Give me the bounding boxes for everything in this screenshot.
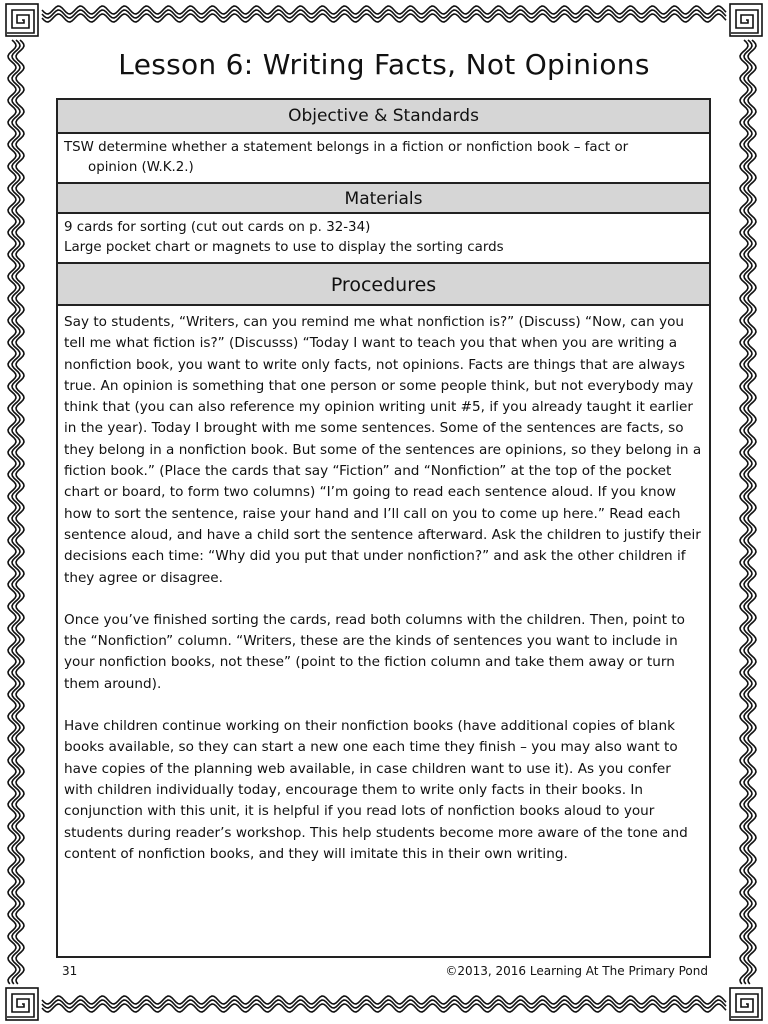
page-title: Lesson 6: Writing Facts, Not Opinions: [118, 48, 650, 81]
objective-text-line2: opinion (W.K.2.): [88, 160, 194, 175]
objective-text-line1: TSW determine whether a statement belongs in a fiction or nonfiction book – fact or: [64, 140, 629, 155]
procedures-header: Procedures: [58, 262, 709, 306]
page-number: 31: [62, 964, 78, 978]
objective-body: [58, 134, 709, 182]
procedures-paragraph: Have children continue working on their nonfiction books (have additional copies of blank books available, so they can start a new one each time they finish – you may also want to have copies of the planning web available, in case children want to use it). As you confer with children individually today, encourage them to write only facts in their books. In conjunction with this unit, it is helpful if you read lots of nonfiction books aloud to your students during reader’s workshop. This help students become more aware of the tone and content of nonfiction books, and they will imitate this in their own writing.: [64, 718, 688, 862]
procedures-paragraph: Once you’ve finished sorting the cards, read both columns with the children. Then, point to the “Nonfiction” column. “Writers, these are the kinds of sentences you want to include in your nonfiction books, not these” (point to the fiction column and take them away or turn them around).: [64, 611, 686, 692]
materials-item: Large pocket chart or magnets to use to display the sorting cards: [64, 240, 504, 255]
objective-header: Objective & Standards: [58, 100, 709, 134]
lesson-table: [56, 98, 711, 958]
copyright-text: ©2013, 2016 Learning At The Primary Pond: [445, 964, 708, 978]
materials-item: 9 cards for sorting (cut out cards on p. 32-34): [64, 220, 371, 235]
materials-header: Materials: [58, 182, 709, 214]
procedures-body: [58, 306, 709, 892]
procedures-paragraph: Say to students, “Writers, can you remind me what nonfiction is?” (Discuss) “Now, can you tell me what fiction is?” (Discusss) “Today I want to teach you that when you are writing a nonfiction book, you want to write only facts, not opinions. Facts are things that are always true. An opinion is something that one person or some people think, but not everybody may think that (you can also reference my opinion writing unit #5, if you already taught it earlier in the year). Today I brought with me some sentences. Some of the sentences are facts, so they belong in a nonfiction book. But some of the sentences are opinions, so they belong in a fiction book.” (Place the cards that say “Fiction” and “Nonfiction” at the top of the pocket chart or board, to form two columns) “I’m going to read each sentence aloud. If you know how to sort the sentence, raise your hand and I’ll call on you to come up here.” Read each sentence aloud, and have a child sort the sentence afterward. Ask the children to justify their decisions each time: “Why did you put that under nonfiction?” and ask the other children if they agree or disagree.: [64, 314, 702, 586]
materials-body: [58, 214, 709, 262]
